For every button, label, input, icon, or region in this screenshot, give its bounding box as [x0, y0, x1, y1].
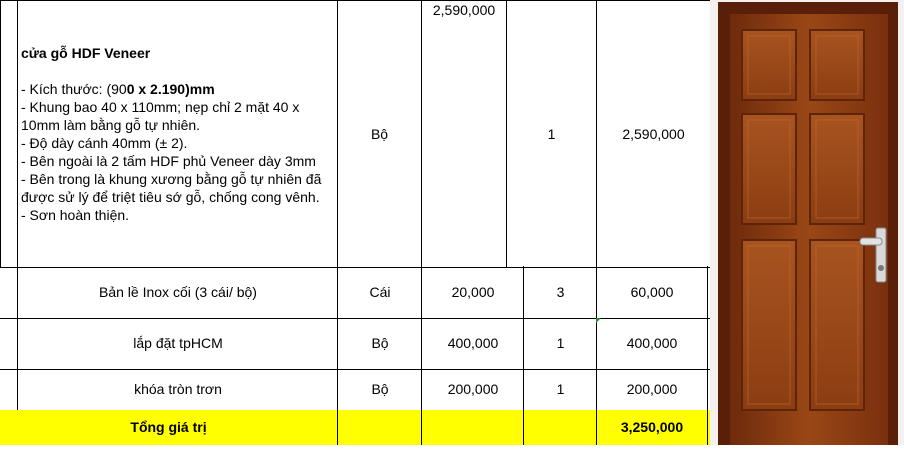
table-row — [0, 318, 710, 370]
lower-rows — [0, 266, 710, 445]
spec-line: - Bên ngoài là 2 tấm HDF phủ Veneer dày 3mm — [21, 153, 316, 169]
price-cell — [422, 1, 597, 268]
amount-cell: 400,000 — [596, 318, 708, 369]
qty-cell: 1 — [523, 369, 597, 410]
amount-cell: 2,590,000 — [597, 1, 711, 268]
spec-line: - Kích thước: (900 x 2.190)mm — [21, 81, 215, 97]
unit-cell: Bộ — [338, 1, 422, 268]
unit-cell: Cái — [337, 266, 422, 318]
spec-line: - Độ dày cánh 40mm (± 2). — [21, 135, 188, 151]
price-cell: 200,000 — [421, 369, 524, 410]
item-name: lắp đặt tpHCM — [17, 318, 338, 369]
table-row — [0, 369, 710, 411]
unit-cell: Bộ — [337, 318, 422, 369]
qty-cell: 3 — [523, 266, 597, 318]
item-name: Bản lề Inox cối (3 cái/ bộ) — [17, 266, 338, 318]
table-row — [1, 1, 711, 268]
total-amount: 3,250,000 — [596, 410, 708, 445]
spec-line: - Sơn hoàn thiện. — [21, 207, 130, 223]
total-row — [0, 410, 710, 445]
unit-cell: Bộ — [337, 369, 422, 410]
spec-line: - Khung bao 40 x 110mm; nẹp chỉ 2 mặt 40 x 10mm làm bằng gỗ tự nhiên. — [21, 99, 300, 133]
product-title: cửa gỗ HDF Veneer — [21, 45, 151, 61]
price-cell: 400,000 — [421, 318, 524, 369]
qty-value: 1 — [506, 1, 596, 267]
price-value: 2,590,000 — [432, 2, 496, 18]
amount-cell: 200,000 — [596, 369, 708, 410]
total-label: Tổng giá trị — [130, 419, 207, 435]
wooden-door-6-panel-image — [710, 0, 904, 445]
price-cell: 20,000 — [421, 266, 524, 318]
item-name: khóa tròn trơn — [17, 369, 338, 410]
door-illustration — [710, 0, 904, 445]
row-index-cell — [1, 1, 18, 268]
empty-cell — [523, 410, 597, 445]
quotation-table — [0, 0, 711, 268]
qty-cell: 1 — [523, 318, 597, 369]
table-row — [0, 266, 710, 319]
cell-comment-marker — [596, 318, 601, 323]
spec-line: - Bên trong là khung xương bằng gỗ tự nhiên đã được sử lý để triệt tiêu sớ gỗ, chống cong vênh. — [21, 171, 322, 205]
amount-cell: 60,000 — [596, 266, 708, 318]
empty-cell — [421, 410, 524, 445]
empty-cell — [337, 410, 422, 445]
product-description-cell — [18, 1, 338, 268]
